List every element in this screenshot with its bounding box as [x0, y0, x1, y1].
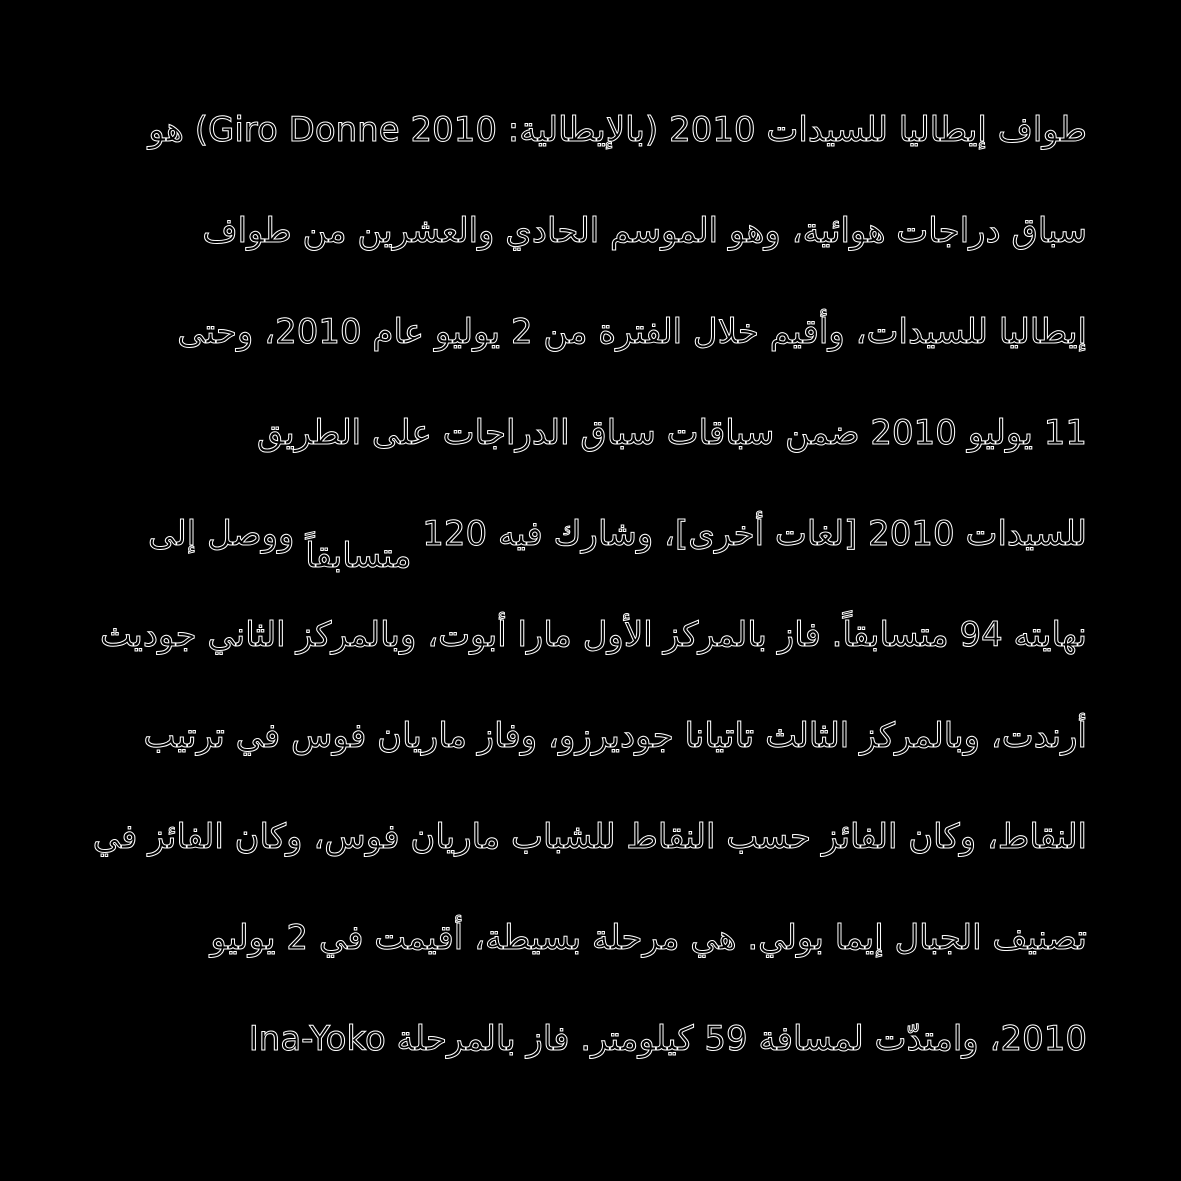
text-line-7: أرندت، وبالمركز الثالث تاتيانا جوديرزو، وفاز ماريان فوس في ترتيب — [143, 716, 1087, 756]
article-paragraph — [90, 80, 1087, 1090]
text-line-4: 11 يوليو 2010 ضمن سباقات سباق الدراجات على الطريق — [256, 413, 1087, 453]
text-line-5-lowered-word: متسابقاً — [305, 536, 412, 576]
text-line-10: 2010، وامتدّت لمسافة 59 كيلومتر. فاز بالمرحلة Ina-Yoko — [248, 1019, 1087, 1059]
text-line-5-end: ووصل إلى — [148, 514, 295, 554]
text-line-6: نهايته 94 متسابقاً. فاز بالمركز الأول مارا أبوت، وبالمركز الثاني جوديث — [100, 615, 1087, 655]
text-line-5-start: للسيدات 2010 [لغات أخرى]، وشارك فيه 120 — [422, 514, 1087, 554]
text-line-8: النقاط، وكان الفائز حسب النقاط للشباب ماريان فوس، وكان الفائز في — [92, 817, 1087, 857]
text-line-5 — [90, 484, 1087, 585]
text-line-2: سباق دراجات هوائية، وهو الموسم الحادي والعشرين من طواف — [202, 211, 1087, 251]
text-line-3: إيطاليا للسيدات، وأقيم خلال الفترة من 2 يوليو عام 2010، وحتى — [177, 312, 1087, 352]
text-line-1: طواف إيطاليا للسيدات 2010 (بالإيطالية: Giro Donne 2010) هو — [148, 110, 1087, 150]
text-line-9: تصنيف الجبال إيما بولي. هي مرحلة بسيطة، أقيمت في 2 يوليو — [210, 918, 1087, 958]
